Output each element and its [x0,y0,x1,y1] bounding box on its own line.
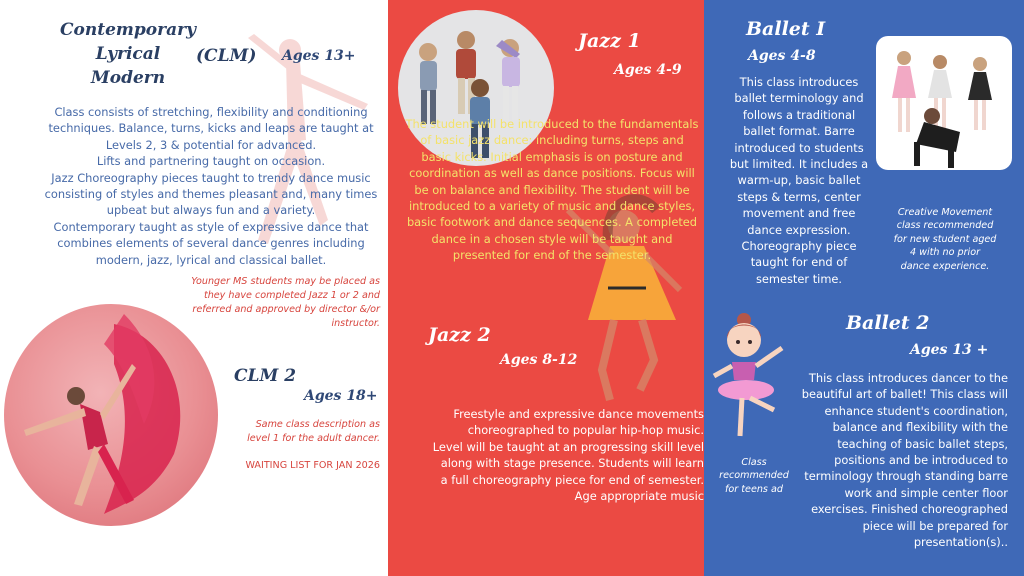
clm-title-line: Modern [90,68,166,88]
ballet1-description-line: Choreography piece [741,239,857,254]
ballet2-description-line: balance and flexibility with the [832,420,1008,435]
jazz2-title: Jazz 2 [428,324,491,346]
jazz2-description-line: along with stage presence. Students will learn [440,456,704,471]
jazz1-description-line: basic kicks. Initial emphasis is on posture and [421,149,683,164]
clm-title [58,18,198,90]
jazz1-description-line: coordination as well as dance positions. Focus will [409,166,695,181]
jazz2-description-line: Freestyle and expressive dance movements [453,407,704,421]
clm-title-line: Lyrical [95,44,161,64]
clm-description [40,104,382,268]
jazz1-ages: Ages 4-9 [614,62,682,78]
ballet1-description-line: ballet terminology and [734,91,864,106]
clm-description-line: Contemporary taught as style of expressive dance that [53,219,369,234]
clm-description-line: modern, jazz, lyrical and classical ballet. [95,252,327,267]
clm-ages: Ages 13+ [282,48,356,64]
ballet1-description-line: steps & terms, center [737,189,861,204]
clm-description-line: Jazz Choreography pieces taught to trendy dance music [51,170,371,185]
clm-abbreviation: (CLM) [196,46,257,66]
jazz2-description-line: Level will be taught at an progressing skill level [432,439,704,454]
jazz1-title: Jazz 1 [578,30,641,52]
clm-panel [0,0,388,576]
clm-description-line: Levels 2, 3 & potential for advanced. [105,137,317,152]
teens-note-line: Class [741,457,767,468]
clm-description-line: upbeat but always fun and a variety. [106,203,316,218]
ballet2-ages: Ages 13 + [910,342,989,358]
ballet1-description-line: movement and free [742,206,856,221]
ballet2-description-line: teaching of basic ballet steps, [837,436,1008,451]
jazz1-description-line: be on balance and flexibility. The student will be [414,182,690,197]
clm-description-line: consisting of styles and themes pleasant and, many times [44,187,378,202]
ballet2-description-line: piece will be prepared for [862,518,1008,533]
teens-note-line: recommended [719,470,789,482]
clm-description-line: techniques. Balance, turns, kicks and leaps are taught at [48,121,374,136]
teens-recommendation-note [714,456,794,496]
ballet1-description-line: warm-up, basic ballet [737,173,861,188]
ballet1-description [726,74,872,287]
clm-placement-note [170,275,380,331]
ballet-class-photo [876,36,1012,170]
jazz2-ages: Ages 8-12 [500,352,578,368]
ballet1-description-line: ballet format. Barre [743,124,855,139]
jazz1-description-line: introduced to a variety of music and dance styles, [408,199,696,214]
jazz2-description-line: a full choreography piece for end of semester. [440,472,704,487]
jazz1-description-line: presented for end of the semester. [452,248,652,263]
creative-note-line: for new student aged [893,233,997,245]
ballet2-description-line: enhance student's coordination, [824,403,1008,418]
jazz1-description-line: The student will be introduced to the fundamentals [405,117,699,131]
ballet2-description-line: terminology through standing barre [804,469,1008,484]
ballet2-description [786,370,1008,550]
clm-note-line: instructor. [331,318,380,329]
ballet2-description-line: presentation(s).. [913,535,1008,550]
clm2-waiting-list: WAITING LIST FOR JAN 2026 [245,460,380,471]
ballet2-description-line: work and simple center floor [844,485,1008,500]
creative-note-line: dance experience. [900,260,990,272]
ballet2-title: Ballet 2 [846,312,930,334]
ballet2-description-line: exercises. Finished choreographed [811,502,1008,517]
clm-description-line: Class consists of stretching, flexibility and conditioning [54,105,368,119]
creative-movement-note [878,206,1012,273]
ballet1-description-line: but limited. It includes a [729,157,869,172]
clm-title-line: Contemporary [60,20,196,40]
clm2-title: CLM 2 [234,366,297,386]
ballet-class-illustration [876,36,1012,170]
ballet1-description-line: introduced to students [734,140,864,155]
ballet1-title: Ballet I [746,18,826,40]
jazz-panel [388,0,704,576]
ballet1-description-line: This class introduces [739,75,859,89]
ballet1-description-line: dance expression. [747,222,851,237]
red-dress-dancer-illustration [4,304,218,526]
jazz2-description-line: choreographed to popular hip-hop music. [467,423,704,438]
ballet1-description-line: semester time. [755,271,843,286]
jazz1-description [396,116,704,264]
ballet1-ages: Ages 4-8 [748,48,816,64]
creative-note-line: Creative Movement [897,207,993,218]
clm-note-line: they have completed Jazz 1 or 2 and [203,290,380,301]
clm-note-line: Younger MS students may be placed as [191,276,380,287]
red-dress-dancer-photo [4,304,218,526]
ballet1-description-line: follows a traditional [742,107,856,122]
teens-note-line: for teens ad [725,483,783,495]
clm2-note [228,418,380,446]
clm-description-line: Lifts and partnering taught on occasion. [96,154,326,169]
ballet2-description-line: beautiful art of ballet! This class will [801,387,1008,402]
creative-note-line: class recommended [896,220,994,232]
ballet1-description-line: taught for end of [750,255,848,270]
jazz2-description-line: Age appropriate music [574,489,704,504]
jazz1-description-line: dance in a chosen style will be taught and [431,231,673,246]
clm2-note-line: level 1 for the adult dancer. [247,433,380,444]
ballet2-description-line: This class introduces dancer to the [808,371,1008,385]
clm-description-line: combines elements of several dance genres including [57,236,365,251]
clm2-ages: Ages 18+ [304,388,378,404]
clm-note-line: referred and approved by director &/or [192,304,380,315]
jazz2-description [400,406,704,504]
jazz1-description-line: basic footwork and dance sequences. A completed [406,215,698,230]
jazz1-description-line: of basic jazz dance: including turns, steps and [420,133,684,148]
ballet2-description-line: positions and be introduced to [834,453,1008,468]
clm2-note-line: Same class description as [255,419,380,430]
ballet-panel [704,0,1024,576]
creative-note-line: 4 with no prior [909,247,981,259]
